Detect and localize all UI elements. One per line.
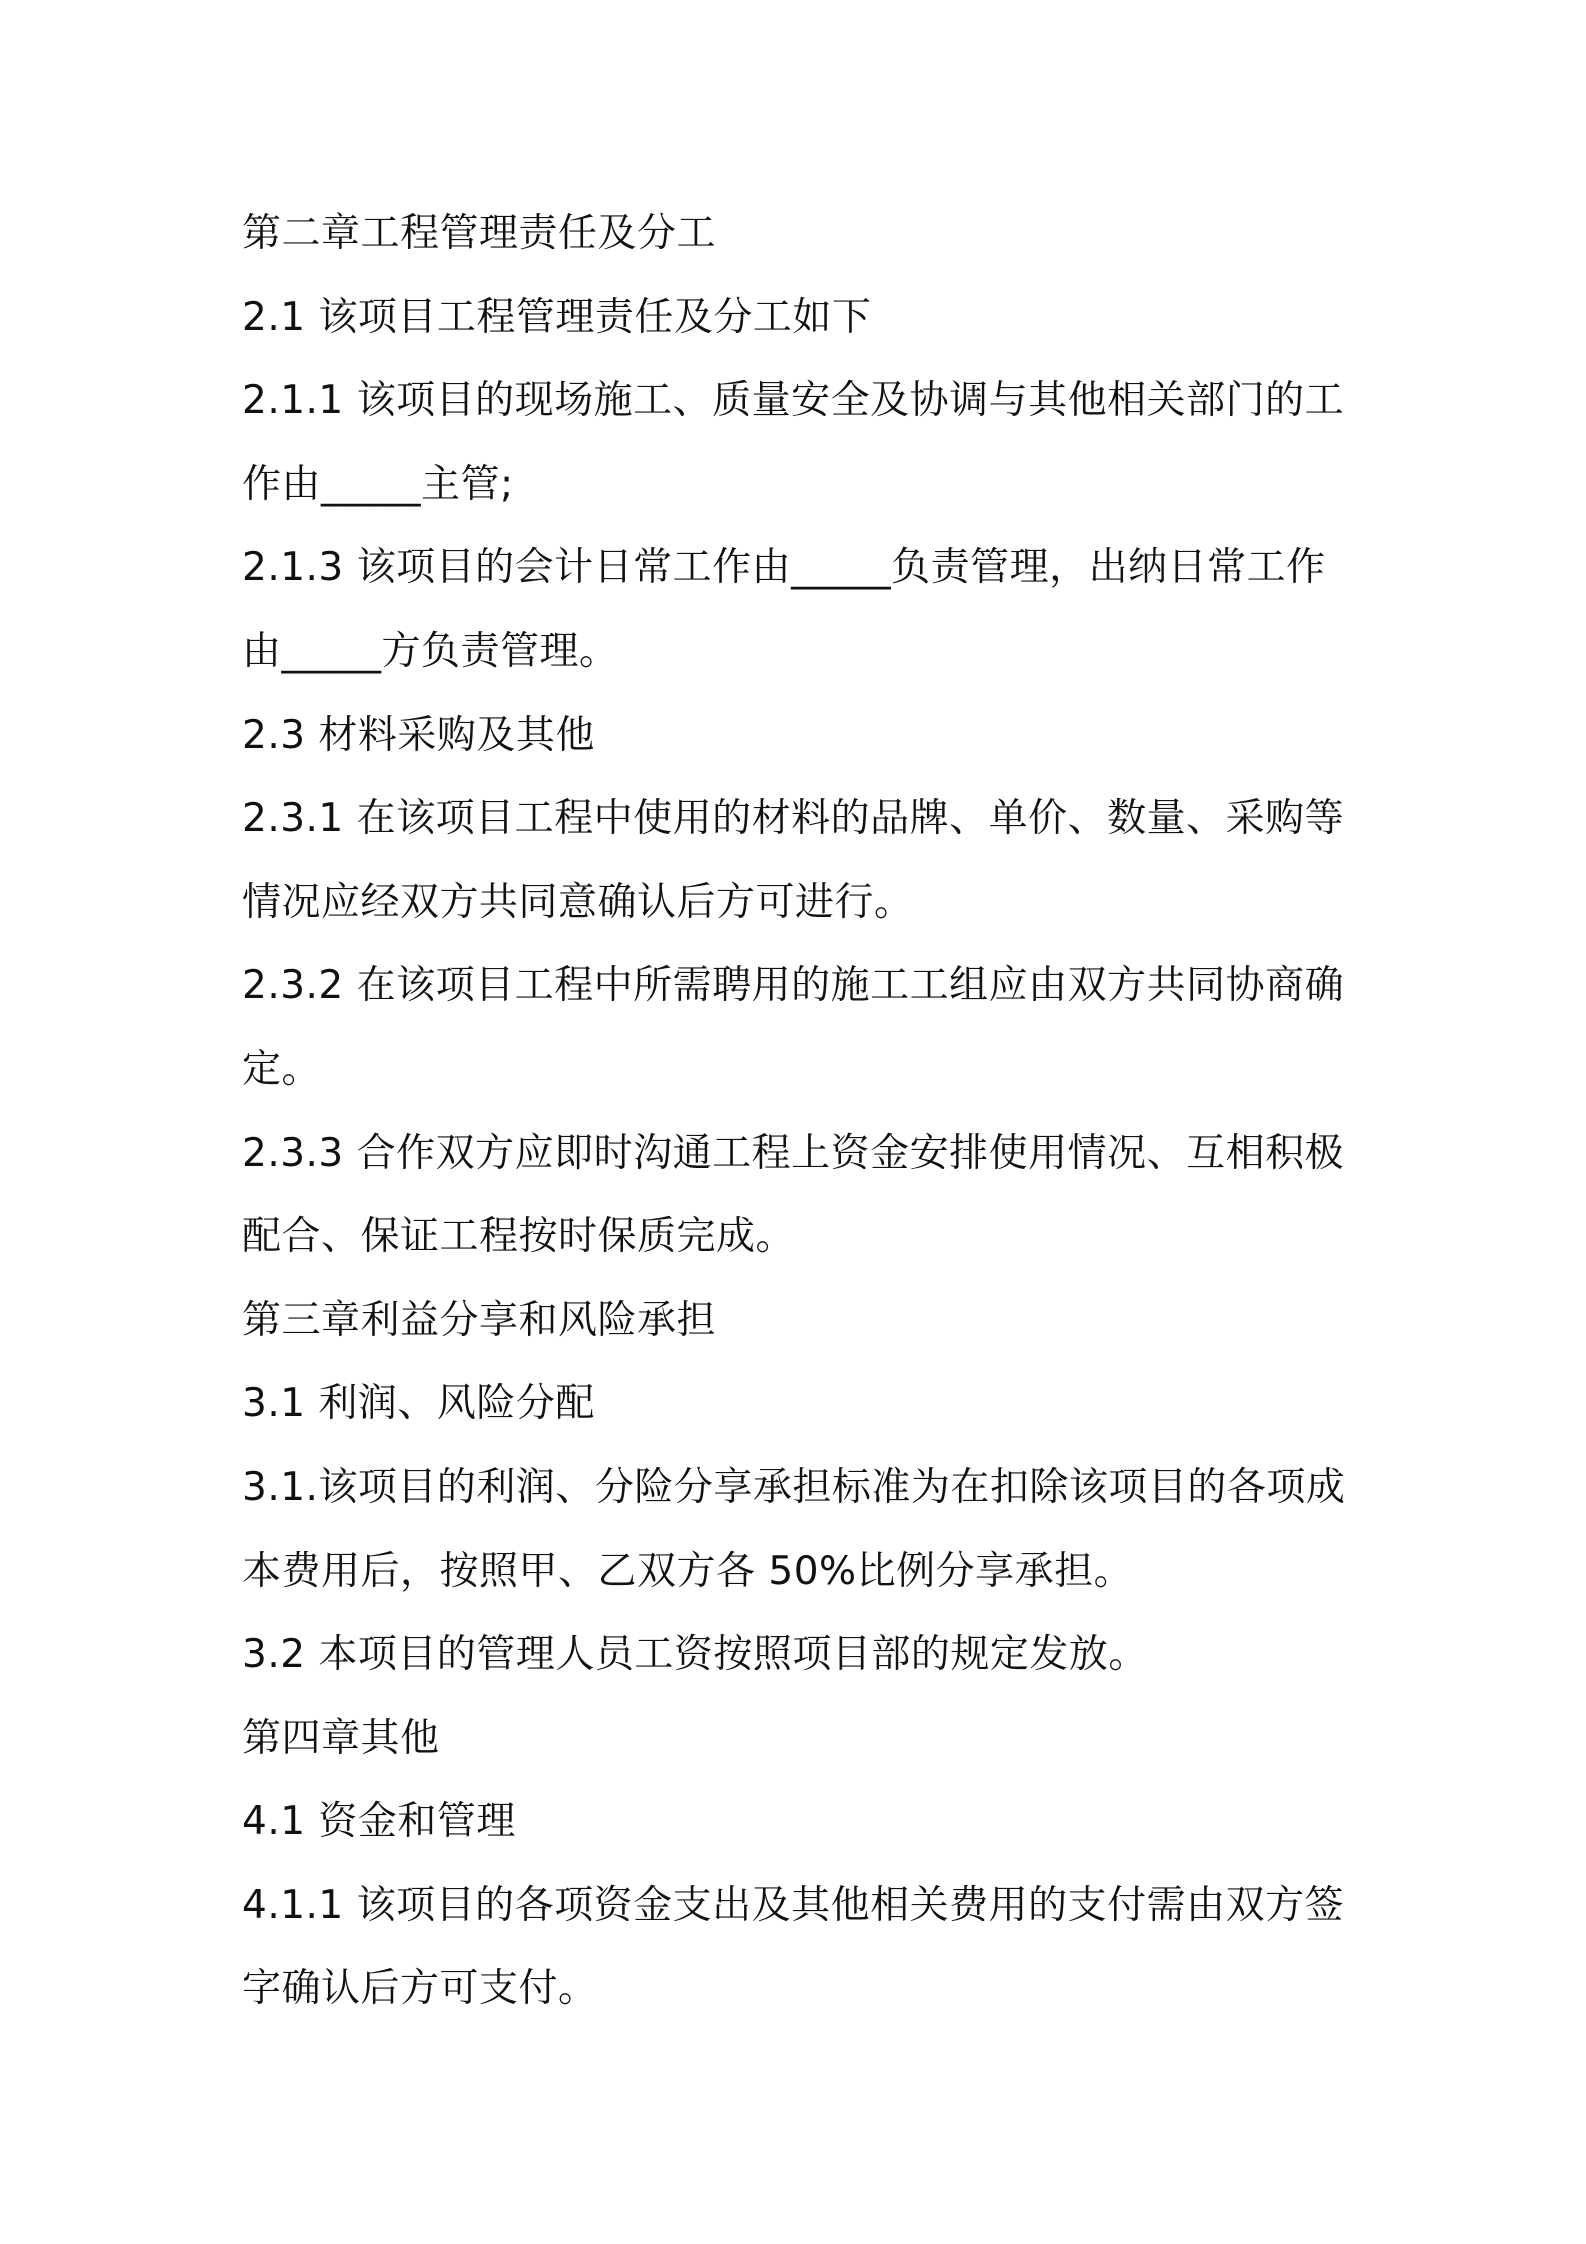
section-2-1-heading: 2.1 该项目工程管理责任及分工如下 [242,294,872,340]
clause-2-3-3-line-1: 2.3.3 合作双方应即时沟通工程上资金安排使用情况、互相积极 [242,1130,1345,1176]
clause-2-1-1-line-2: 作由_____主管; [242,461,514,507]
clause-3-1-line-1: 3.1.该项目的利润、分险分享承担标准为在扣除该项目的各项成 [242,1464,1346,1510]
chapter-3-heading: 第三章利益分享和风险承担 [242,1297,717,1343]
clause-2-3-2-line-2: 定。 [242,1046,322,1092]
clause-4-1-1-line-2: 字确认后方可支付。 [242,1966,598,2012]
clause-3-2: 3.2 本项目的管理人员工资按照项目部的规定发放。 [242,1632,1148,1678]
clause-3-1-line-2: 本费用后，按照甲、乙双方各 50%比例分享承担。 [242,1548,1134,1594]
clause-2-1-1-line-1: 2.1.1 该项目的现场施工、质量安全及协调与其他相关部门的工 [242,378,1345,424]
clause-2-3-1-line-1: 2.3.1 在该项目工程中使用的材料的品牌、单价、数量、采购等 [242,796,1345,842]
clause-2-1-3-line-1: 2.1.3 该项目的会计日常工作由_____负责管理，出纳日常工作 [242,545,1326,591]
section-4-1-heading: 4.1 资金和管理 [242,1799,516,1845]
clause-2-1-3-line-2: 由_____方负责管理。 [242,628,619,674]
clause-2-3-1-line-2: 情况应经双方共同意确认后方可进行。 [242,879,914,925]
section-2-3-heading: 2.3 材料采购及其他 [242,712,595,758]
clause-4-1-1-line-1: 4.1.1 该项目的各项资金支出及其他相关费用的支付需由双方签 [242,1882,1345,1928]
clause-2-3-2-line-1: 2.3.2 在该项目工程中所需聘用的施工工组应由双方共同协商确 [242,963,1345,1009]
clause-2-3-3-line-2: 配合、保证工程按时保质完成。 [242,1214,796,1260]
document-body [242,192,1362,2031]
section-3-1-heading: 3.1 利润、风险分配 [242,1381,595,1427]
chapter-4-heading: 第四章其他 [242,1715,440,1761]
chapter-2-heading: 第二章工程管理责任及分工 [242,211,717,256]
